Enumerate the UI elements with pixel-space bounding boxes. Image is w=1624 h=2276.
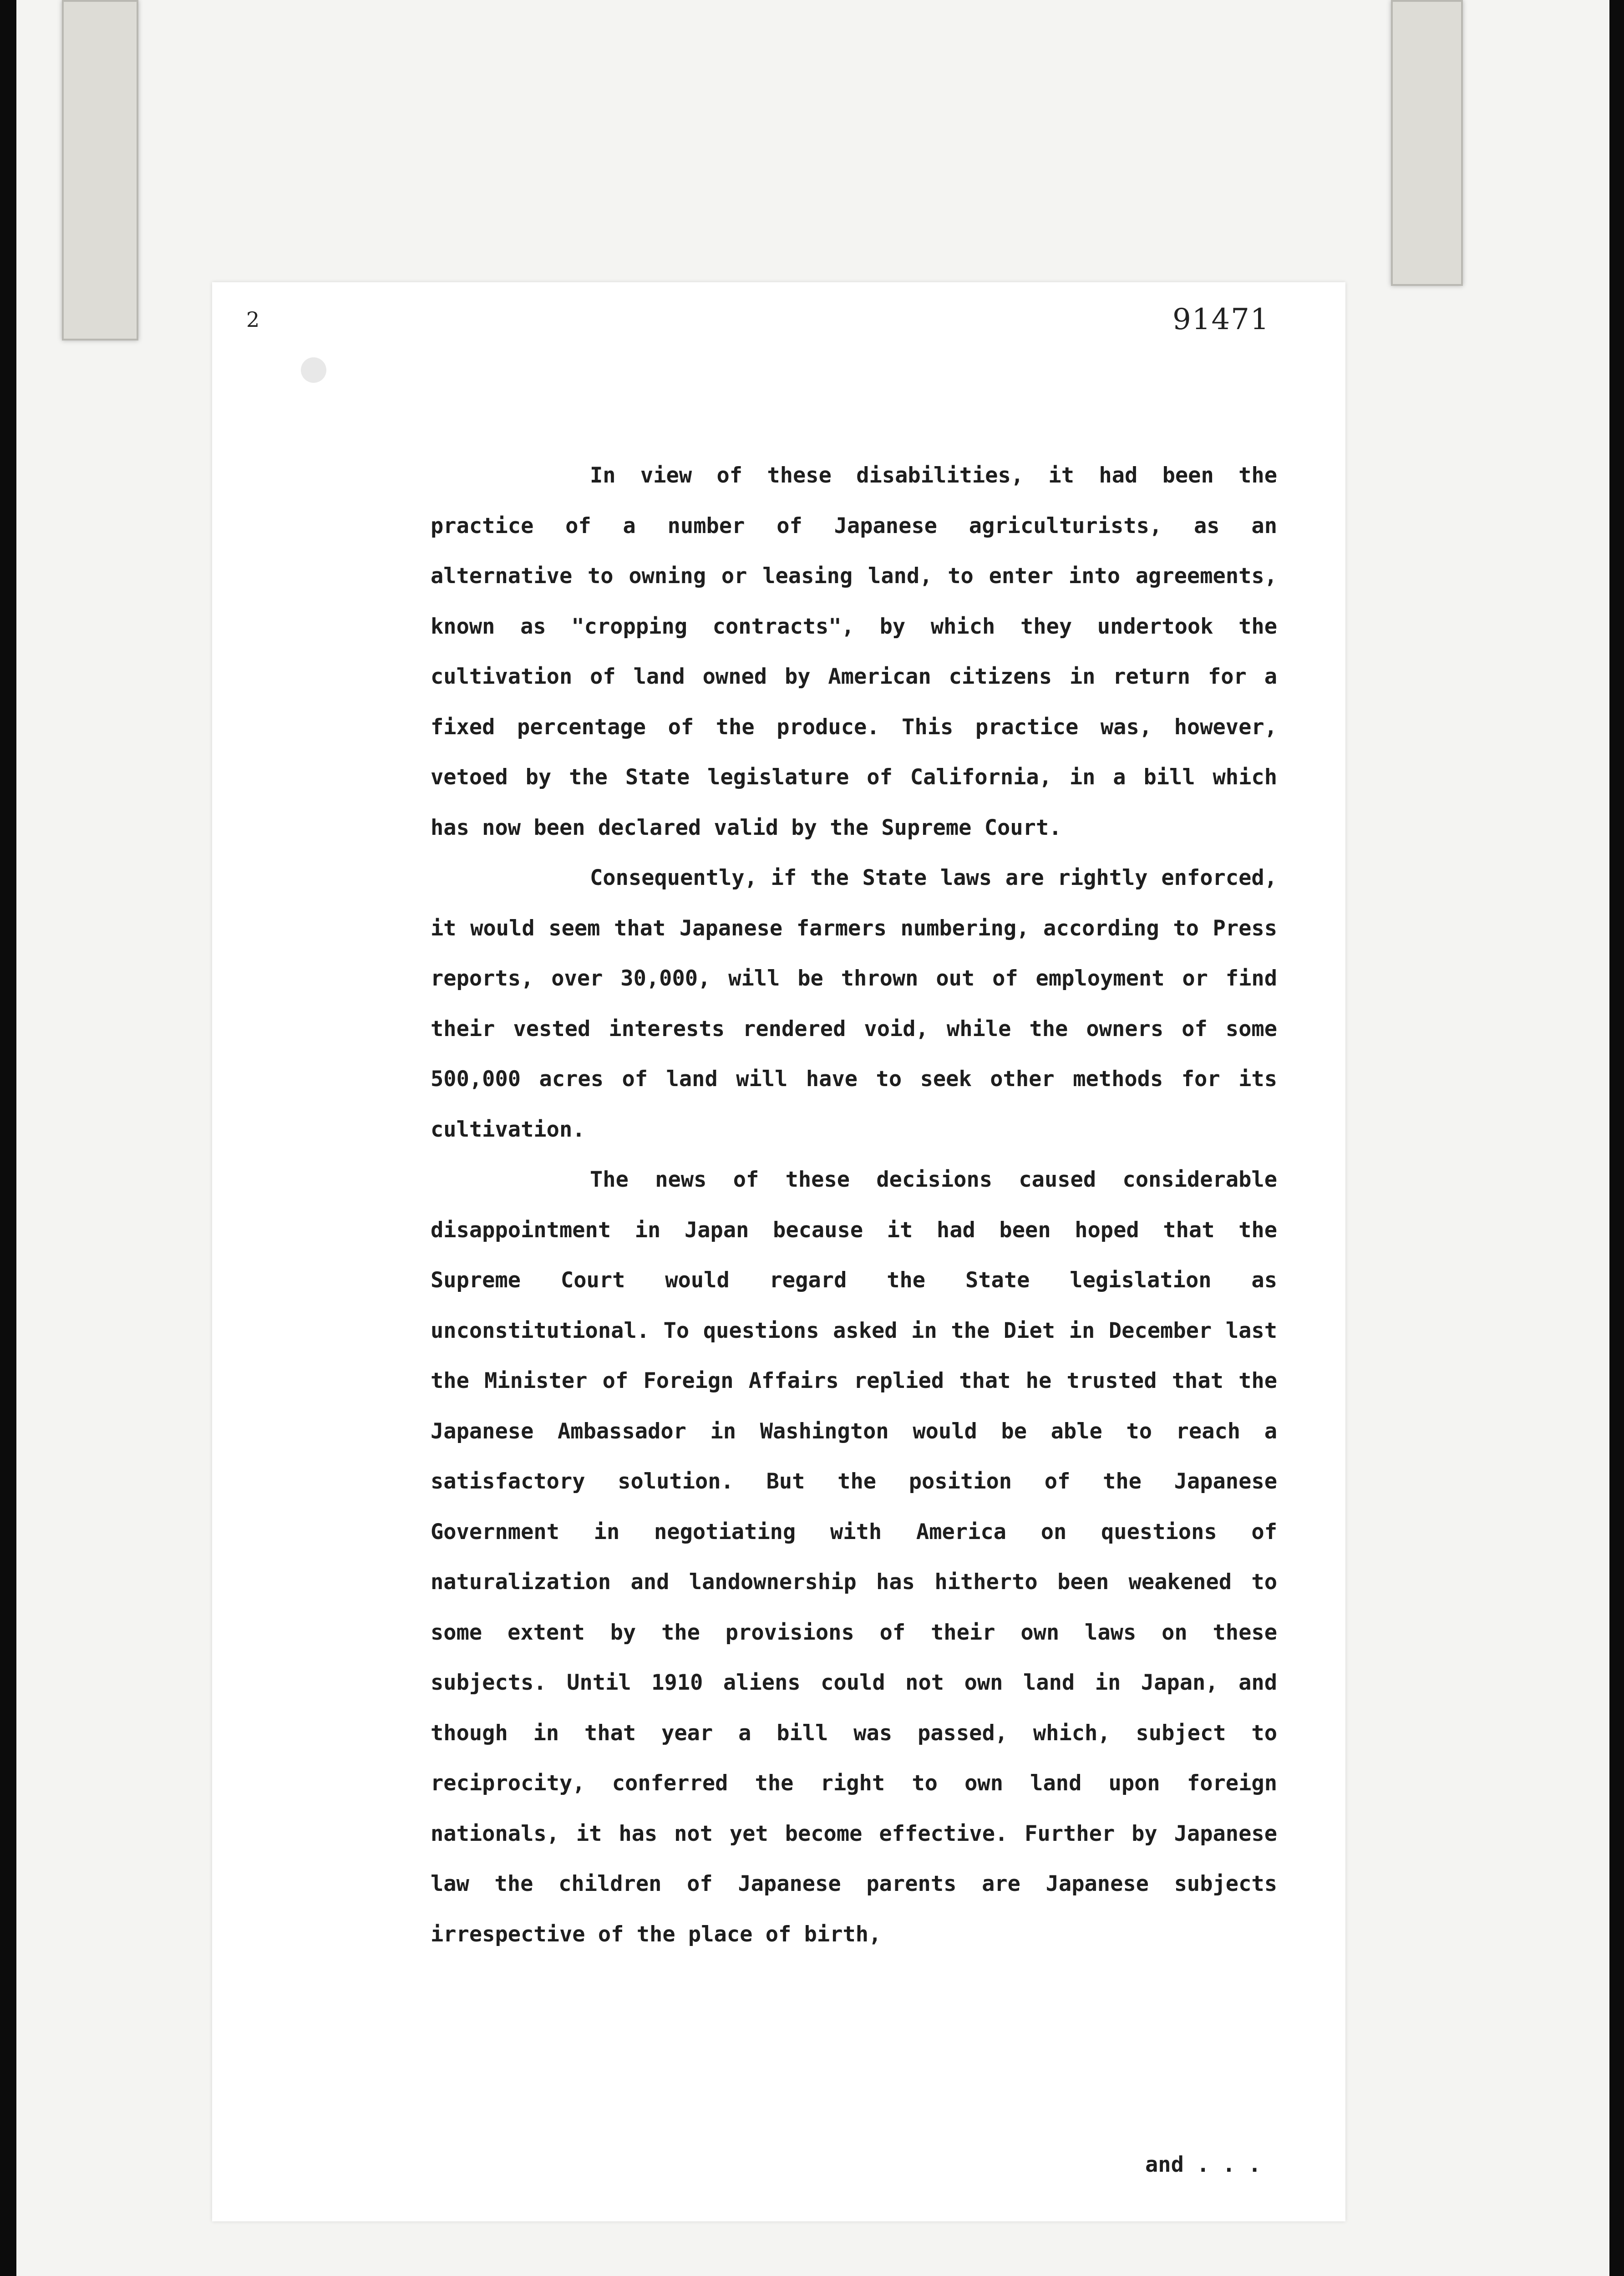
tape-strip-top-right (1391, 0, 1463, 286)
paragraph-consequences: Consequently, if the State laws are rightly enforced, it would seem that Japanese farmers numbering, according to Press reports, over 30,000, will be thrown out of employment or find their vested interests rendered void, while the owners of some 500,000 acres of land will have to seek other methods for its cultivation. (431, 865, 1277, 1142)
continuation-marker: and . . . (1145, 2152, 1261, 2177)
tape-strip-top-left (62, 0, 138, 340)
document-number: 91471 (1172, 303, 1270, 336)
letter-body (431, 451, 1277, 1960)
paragraph-cropping-contracts: In view of these disabilities, it had been the practice of a number of Japanese agriculturists, as an alternative to owning or leasing land, to enter into agreements, known as "cropping contracts", by which they undertook the cultivation of land owned by American citizens in return for a fixed percentage of the produce. This practice was, however, vetoed by the State legislature of California, in a bill which has now been declared valid by the Supreme Court. (431, 463, 1277, 840)
paragraph-japan-reaction: The news of these decisions caused considerable disappointment in Japan because it had been hoped that the Supreme Court would regard the State legislation as unconstitutional. To questions asked in the Diet in December last the Minister of Foreign Affairs replied that he trusted that the Japanese Ambassador in Washington would be able to reach a satisfactory solution. But the position of the Japanese Government in negotiating with America on questions of naturalization and landownership has hitherto been weakened to some extent by the provisions of their own laws on these subjects. Until 1910 aliens could not own land in Japan, and though in that year a bill was passed, which, subject to reciprocity, conferred the right to own land upon foreign nationals, it has not yet become effective. Further by Japanese law the children of Japanese parents are Japanese subjects irrespective of the place of birth, (431, 1167, 1277, 1947)
page-number: 2 (246, 307, 260, 332)
paper-spot (301, 357, 326, 383)
microfilm-frame (16, 0, 1609, 2276)
